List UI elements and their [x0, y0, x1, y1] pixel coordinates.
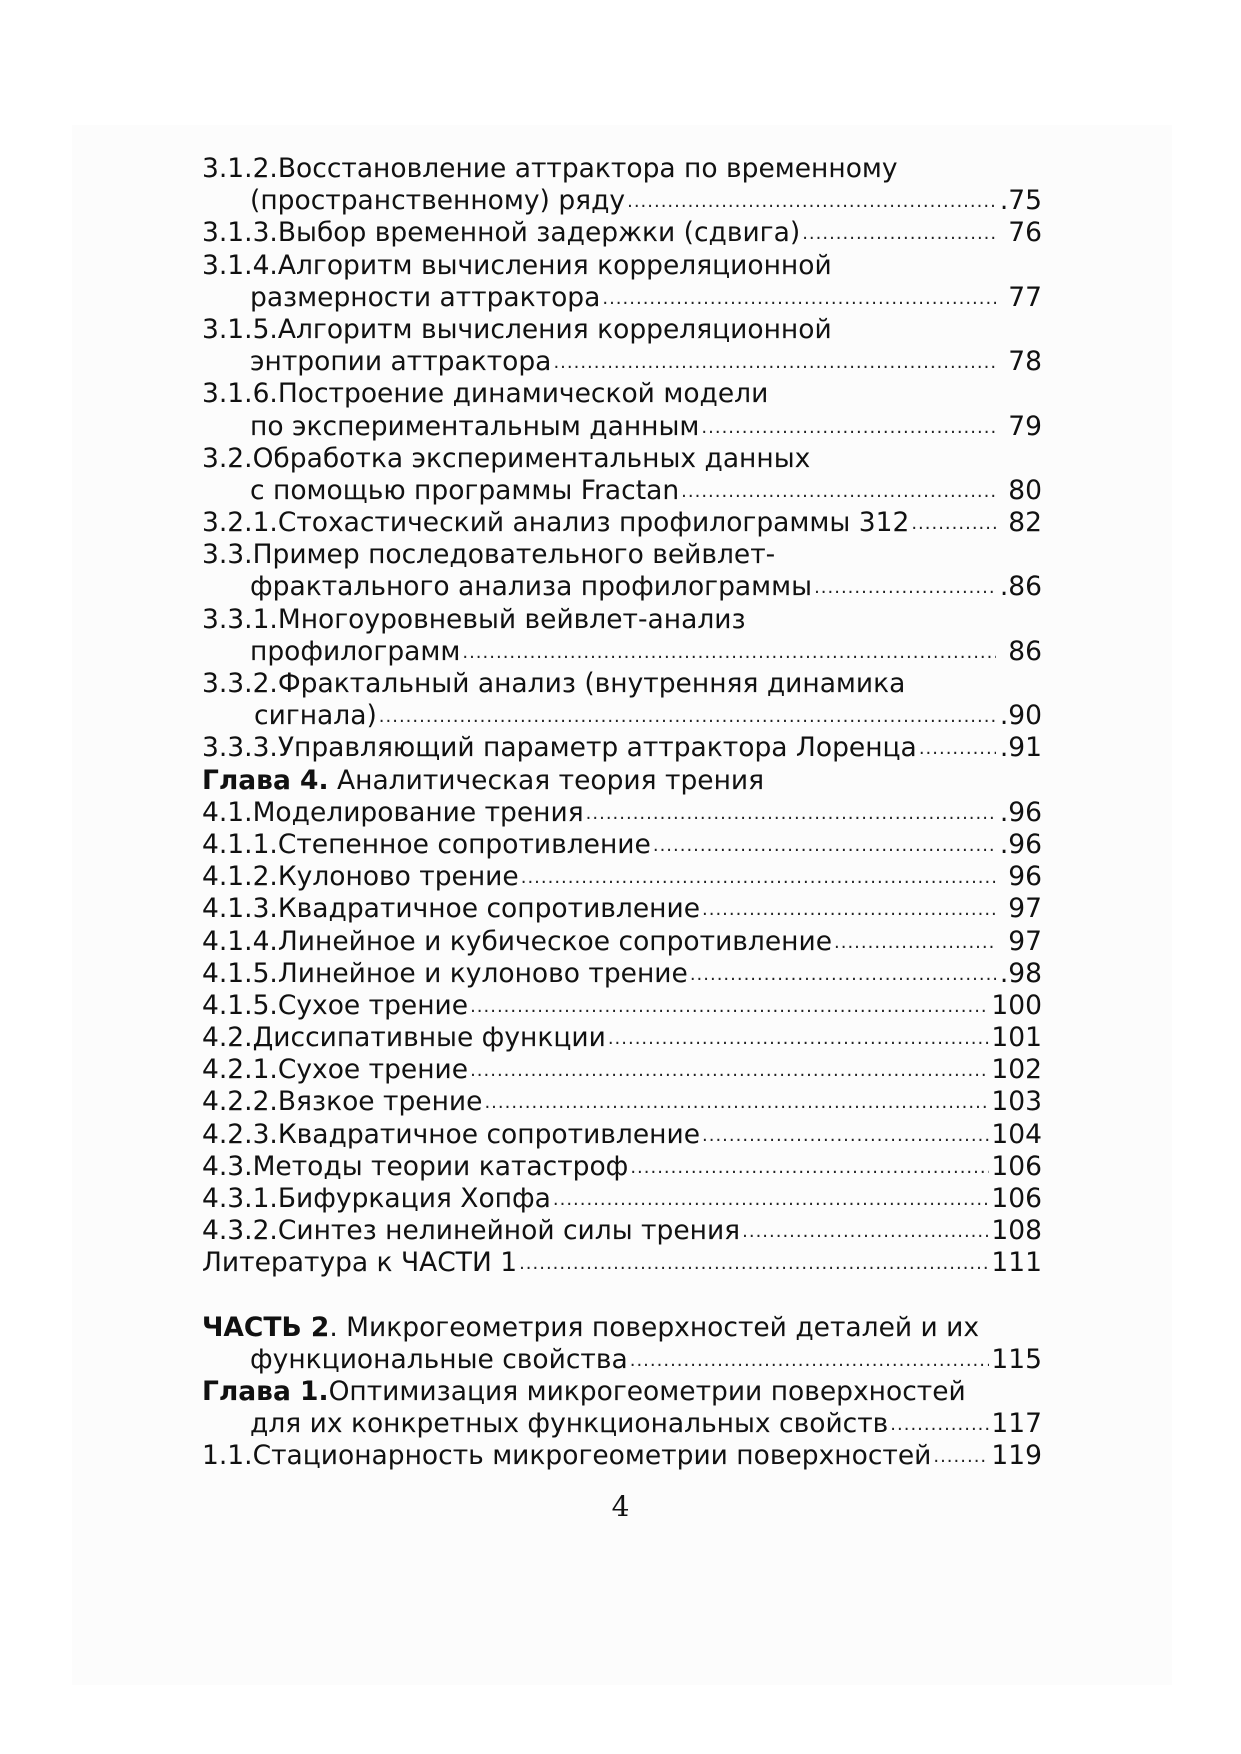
toc-entry [202, 1408, 1042, 1440]
toc-entry-title [202, 990, 468, 1022]
dot-leader [470, 1055, 989, 1087]
toc-entry-text: 3.3.2.Фрактальный анализ (внутренняя динамика [202, 668, 906, 699]
toc-entry-title [202, 443, 810, 475]
toc-entry-title [202, 1247, 517, 1279]
toc-entry-title [202, 958, 688, 990]
toc-entry [202, 668, 1042, 700]
toc-page-number: 97 [1008, 925, 1042, 957]
dot-leader [553, 1184, 990, 1216]
toc-entry [202, 990, 1042, 1022]
toc-entry-title [202, 378, 768, 410]
toc-page-number: 106 [991, 1183, 1042, 1214]
toc-entry-title [250, 346, 551, 378]
toc-entry-title [202, 1312, 979, 1344]
toc-entry [202, 539, 1042, 571]
toc-page-number: 103 [991, 1086, 1042, 1118]
toc-page-number: 86 [1008, 635, 1042, 667]
toc-page-number: 119 [991, 1440, 1042, 1472]
toc-page-number: .98 [999, 957, 1042, 989]
dot-leader [627, 186, 996, 218]
toc-entry [202, 700, 1042, 732]
toc-entry [202, 1054, 1042, 1086]
toc-entry-title [202, 217, 800, 249]
toc-page-number: .91 [999, 732, 1042, 764]
toc-entry [202, 636, 1042, 668]
toc-entry [202, 604, 1042, 636]
toc-entry-text: 3.1.5.Алгоритм вычисления корреляционной [202, 313, 832, 345]
toc-entry-text: по экспериментальным данным [250, 410, 700, 442]
toc-entry-text: с помощью программы Fractan [250, 474, 680, 506]
dot-leader [681, 476, 996, 508]
toc-entry [202, 1344, 1042, 1376]
toc-entry-text: Аналитическая теория трения [328, 764, 765, 796]
toc-entry-text: 4.1.4.Линейное и кубическое сопротивление [202, 925, 833, 957]
dot-leader [702, 894, 996, 926]
toc-entry-text: 3.3.Пример последовательного вейвлет- [202, 539, 776, 571]
toc-entry-text: энтропии аттрактора [250, 346, 552, 378]
toc-entry-title [202, 1440, 931, 1472]
toc-entry-title [250, 282, 600, 314]
toc-page-number: 100 [991, 989, 1042, 1021]
dot-leader [521, 862, 996, 894]
toc-page-number: 78 [1008, 346, 1042, 378]
dot-leader [462, 637, 996, 669]
toc-page-number: 96 [1008, 861, 1042, 893]
toc-entry-title [202, 539, 775, 571]
dot-leader [933, 1441, 989, 1473]
toc-page-number: 106 [991, 1150, 1042, 1182]
toc-entry-text: 3.1.6.Построение динамической модели [202, 378, 769, 410]
toc-entry [202, 475, 1042, 507]
toc-entry-title [254, 700, 377, 732]
toc-heading-bold: ЧАСТЬ 2 [202, 1311, 330, 1343]
toc-page-number: 80 [1008, 474, 1042, 506]
toc-entry [202, 153, 1042, 185]
toc-entry [202, 1119, 1042, 1151]
toc-entry-text: 3.1.3.Выбор временной задержки (сдвига) [202, 217, 801, 249]
dot-leader [379, 701, 996, 733]
toc-entry-text: 4.2.Диссипативные функции [202, 1022, 606, 1054]
toc-entry [202, 411, 1042, 443]
toc-entry [202, 282, 1042, 314]
toc-entry [202, 1183, 1042, 1215]
toc-entry-title [202, 250, 832, 282]
dot-leader [702, 1120, 989, 1152]
toc-entry [202, 958, 1042, 990]
toc-entry-text: (пространственному) ряду [250, 185, 626, 217]
dot-leader [608, 1023, 990, 1055]
toc-page-number: .86 [999, 571, 1042, 603]
toc-entry-text: 4.1.5.Сухое трение [202, 989, 469, 1021]
toc-entry-text: Оптимизация микрогеометрии поверхностей [328, 1375, 966, 1407]
dot-leader [742, 1216, 989, 1248]
toc-entry-title [202, 314, 832, 346]
dot-leader [470, 991, 989, 1023]
toc-entry-title [202, 668, 905, 700]
toc-entry-text: 4.1.2.Кулоново трение [202, 861, 519, 893]
dot-leader [484, 1087, 989, 1119]
toc-entry-title [250, 636, 460, 668]
toc-entry [202, 507, 1042, 539]
dot-leader [653, 830, 996, 862]
toc-entry-title [250, 571, 812, 603]
toc-page-number: 102 [991, 1054, 1042, 1086]
toc-entry-title [202, 1086, 482, 1118]
toc-entry-text: сигнала) [254, 700, 377, 732]
toc-page-number: .96 [999, 796, 1042, 828]
toc-entry [202, 1376, 1042, 1408]
dot-leader [602, 283, 996, 315]
toc-entry-text: 3.1.2.Восстановление аттрактора по временному [202, 153, 898, 184]
toc-page-number: 97 [1008, 893, 1042, 925]
toc-entry-text: 4.1.5.Линейное и кулоново трение [202, 957, 688, 989]
toc-heading-bold: Глава 1. [202, 1375, 329, 1407]
toc-entry-text: фрактального анализа профилограммы [250, 571, 813, 603]
dot-leader [701, 412, 996, 444]
toc-entry-title [202, 604, 746, 636]
toc-entry [202, 861, 1042, 893]
toc-entry [202, 1151, 1042, 1183]
toc-entry [202, 217, 1042, 249]
dot-leader [553, 347, 996, 379]
toc-heading-bold: Глава 4. [202, 764, 329, 796]
toc-entry-title [202, 507, 909, 539]
toc-entry [202, 378, 1042, 410]
toc-entry-text: 4.3.2.Синтез нелинейной силы трения [202, 1215, 741, 1247]
toc-entry-text: 4.2.1.Сухое трение [202, 1054, 469, 1086]
toc-entry-text: для их конкретных функциональных свойств [250, 1408, 889, 1440]
toc-entry-text: 1.1.Стационарность микрогеометрии поверхностей [202, 1440, 932, 1472]
toc-entry-title [202, 732, 917, 764]
toc-entry-title [250, 411, 699, 443]
toc-page-number: .75 [999, 185, 1042, 217]
toc-entry-title [250, 1344, 628, 1376]
toc-entry-title [250, 185, 625, 217]
toc-entry-title [202, 1151, 628, 1183]
toc-entry-text: 3.3.1.Многоуровневый вейвлет-анализ [202, 603, 746, 635]
toc-entry-text: 3.2.1.Стохастический анализ профилограммы 312 [202, 507, 910, 539]
toc-entry [202, 1440, 1042, 1472]
toc-entry-text: функциональные свойства [250, 1343, 628, 1375]
toc-page-number: 101 [991, 1022, 1042, 1054]
toc-entry [202, 732, 1042, 764]
toc-entry-text: 4.3.Методы теории катастроф [202, 1150, 629, 1182]
toc-entry-title [202, 797, 584, 829]
toc-page-number: 117 [991, 1408, 1042, 1440]
toc-page-number: .96 [999, 828, 1042, 860]
toc-entry-title [202, 861, 519, 893]
toc-entry-text: 4.3.1.Бифуркация Хопфа [202, 1183, 551, 1214]
toc-entry [202, 1022, 1042, 1054]
toc-entry [202, 571, 1042, 603]
section-gap [202, 1280, 1042, 1312]
toc-entry [202, 926, 1042, 958]
toc-entry [202, 314, 1042, 346]
dot-leader [690, 959, 996, 991]
toc-entry [202, 185, 1042, 217]
toc-entry [202, 250, 1042, 282]
toc-entry-text: 4.1.3.Квадратичное сопротивление [202, 893, 701, 925]
toc-entry-title [202, 153, 898, 185]
toc-entry-title [250, 1408, 888, 1440]
toc-entry-title [202, 1376, 966, 1408]
table-of-contents [202, 153, 1042, 1473]
toc-entry [202, 346, 1042, 378]
toc-page-number: 76 [1008, 217, 1042, 249]
toc-entry [202, 1312, 1042, 1344]
toc-entry-text: 3.1.4.Алгоритм вычисления корреляционной [202, 249, 832, 281]
toc-entry-text: Литература к ЧАСТИ 1 [202, 1247, 518, 1279]
dot-leader [519, 1248, 989, 1280]
toc-entry-text: профилограмм [250, 635, 461, 667]
toc-entry [202, 765, 1042, 797]
toc-entry [202, 1215, 1042, 1247]
dot-leader [911, 508, 996, 540]
toc-entry-title [202, 829, 651, 861]
toc-entry-text: 4.1.Моделирование трения [202, 796, 584, 828]
toc-entry [202, 797, 1042, 829]
toc-page-number: 104 [991, 1118, 1042, 1150]
toc-entry-title [202, 926, 832, 958]
toc-entry [202, 893, 1042, 925]
toc-entry-text: 4.1.1.Степенное сопротивление [202, 828, 651, 860]
toc-entry-title [202, 1183, 551, 1215]
toc-entry-title [250, 475, 679, 507]
toc-entry-title [202, 1215, 740, 1247]
toc-entry-text: 4.2.2.Вязкое трение [202, 1086, 483, 1118]
toc-page-number: 79 [1008, 410, 1042, 442]
toc-entry [202, 1247, 1042, 1279]
dot-leader [630, 1152, 989, 1184]
toc-entry-text: 3.2.Обработка экспериментальных данных [202, 442, 811, 474]
dot-leader [630, 1345, 990, 1377]
dot-leader [802, 218, 996, 250]
page-number: 4 [611, 1490, 630, 1523]
dot-leader [890, 1409, 989, 1441]
toc-entry-text: размерности аттрактора [250, 281, 601, 313]
toc-entry-text: . Микрогеометрия поверхностей деталей и их [329, 1311, 980, 1343]
toc-page-number: 111 [991, 1247, 1042, 1279]
dot-leader [586, 798, 996, 830]
toc-entry-title [202, 1054, 468, 1086]
dot-leader [834, 927, 996, 959]
toc-page-number: 77 [1008, 281, 1042, 313]
toc-entry-title [202, 893, 700, 925]
toc-entry [202, 1086, 1042, 1118]
toc-entry-text: 4.2.3.Квадратичное сопротивление [202, 1118, 701, 1150]
dot-leader [814, 572, 996, 604]
toc-entry-text: 3.3.3.Управляющий параметр аттрактора Лоренца [202, 732, 917, 764]
toc-page-number: 108 [991, 1215, 1042, 1247]
toc-page-number: 82 [1008, 507, 1042, 539]
toc-entry-title [202, 1022, 606, 1054]
toc-entry-title [202, 765, 764, 797]
toc-page-number: 115 [991, 1343, 1042, 1375]
toc-entry-title [202, 1119, 700, 1151]
toc-entry [202, 443, 1042, 475]
toc-page-number: .90 [999, 700, 1042, 732]
dot-leader [919, 733, 996, 765]
toc-entry [202, 829, 1042, 861]
